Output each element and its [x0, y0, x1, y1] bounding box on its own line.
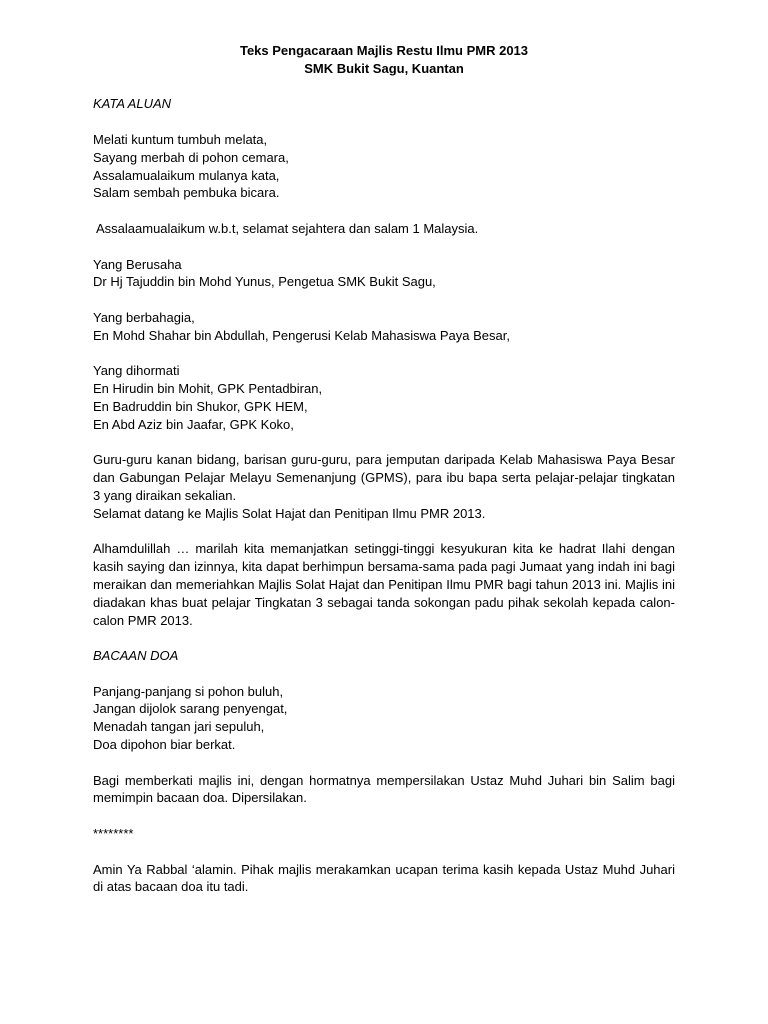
spacer: [93, 665, 675, 683]
guests-paragraph: Guru-guru kanan bidang, barisan guru-guru, para jemputan daripada Kelab Mahasiswa Paya Besar dan Gabungan Pelajar Melayu Semenanjung (GPMS), para ibu bapa serta pelajar-pelajar tingkatan 3 yang diraikan sekalian.: [93, 452, 675, 503]
salutation-name: En Hirudin bin Mohit, GPK Pentadbiran,: [93, 381, 323, 397]
document-page: [93, 42, 675, 896]
closing-paragraph: Amin Ya Rabbal ‘alamin. Pihak majlis merakamkan ucapan terima kasih kepada Ustaz Muhd Juhari di atas bacaan doa itu tadi.: [93, 861, 675, 895]
salutation-label: Yang dihormati: [93, 363, 180, 379]
spacer: [93, 238, 675, 256]
spacer: [93, 754, 675, 772]
pantun-line: Doa dipohon biar berkat.: [93, 737, 236, 753]
alhamdulillah-paragraph: Alhamdulillah … marilah kita memanjatkan setinggi-tinggi kesyukuran kita ke hadrat Ilahi dengan kasih saying dan izinnya, kita dapat berhimpun bersama-sama pada pagi Jumaat yang indah ini bagi meraikan dan memeriahkan Majlis Solat Hajat dan Penitipan Ilmu PMR bagi tahun 2013 ini. Majlis ini diadakan khas buat pelajar Tingkatan 3 sebagai tanda sokongan padu pihak sekolah kepada calon-calon PMR 2013.: [93, 541, 675, 628]
salutation-label: Yang berbahagia,: [93, 309, 195, 325]
greeting-line: Assalaamualaikum w.b.t, selamat sejahtera dan salam 1 Malaysia.: [96, 220, 479, 236]
salutation-name: En Badruddin bin Shukor, GPK HEM,: [93, 398, 308, 414]
spacer: [93, 345, 675, 363]
spacer: [93, 434, 675, 452]
spacer: [93, 202, 675, 220]
welcome-line: Selamat datang ke Majlis Solat Hajat dan Penitipan Ilmu PMR 2013.: [93, 505, 486, 521]
salutation-label: Yang Berusaha: [93, 256, 182, 272]
section-heading-kata-aluan: KATA ALUAN: [93, 96, 172, 112]
pantun-line: Assalamualaikum mulanya kata,: [93, 167, 280, 183]
spacer: [93, 523, 675, 541]
spacer: [93, 843, 675, 861]
spacer: [93, 291, 675, 309]
pantun-line: Menadah tangan jari sepuluh,: [93, 719, 265, 735]
pantun-line: Sayang merbah di pohon cemara,: [93, 149, 289, 165]
doa-invitation-paragraph: Bagi memberkati majlis ini, dengan hormatnya mempersilakan Ustaz Muhd Juhari bin Salim bagi memimpin bacaan doa. Dipersilakan.: [93, 772, 675, 806]
document-subtitle: SMK Bukit Sagu, Kuantan: [304, 60, 464, 76]
spacer: [93, 113, 675, 131]
salutation-name: En Abd Aziz bin Jaafar, GPK Koko,: [93, 416, 294, 432]
document-title: Teks Pengacaraan Majlis Restu Ilmu PMR 2013: [239, 43, 529, 58]
separator: ********: [93, 826, 134, 842]
salutation-name: Dr Hj Tajuddin bin Mohd Yunus, Pengetua SMK Bukit Sagu,: [93, 274, 436, 290]
pantun-line: Jangan dijolok sarang penyengat,: [93, 701, 288, 717]
pantun-line: Melati kuntum tumbuh melata,: [93, 131, 268, 147]
salutation-name: En Mohd Shahar bin Abdullah, Pengerusi Kelab Mahasiswa Paya Besar,: [93, 327, 510, 343]
spacer: [93, 629, 675, 647]
spacer: [93, 78, 675, 96]
pantun-line: Panjang-panjang si pohon buluh,: [93, 683, 284, 699]
section-heading-bacaan-doa: BACAAN DOA: [93, 648, 179, 664]
spacer: [93, 807, 675, 825]
pantun-line: Salam sembah pembuka bicara.: [93, 185, 280, 201]
